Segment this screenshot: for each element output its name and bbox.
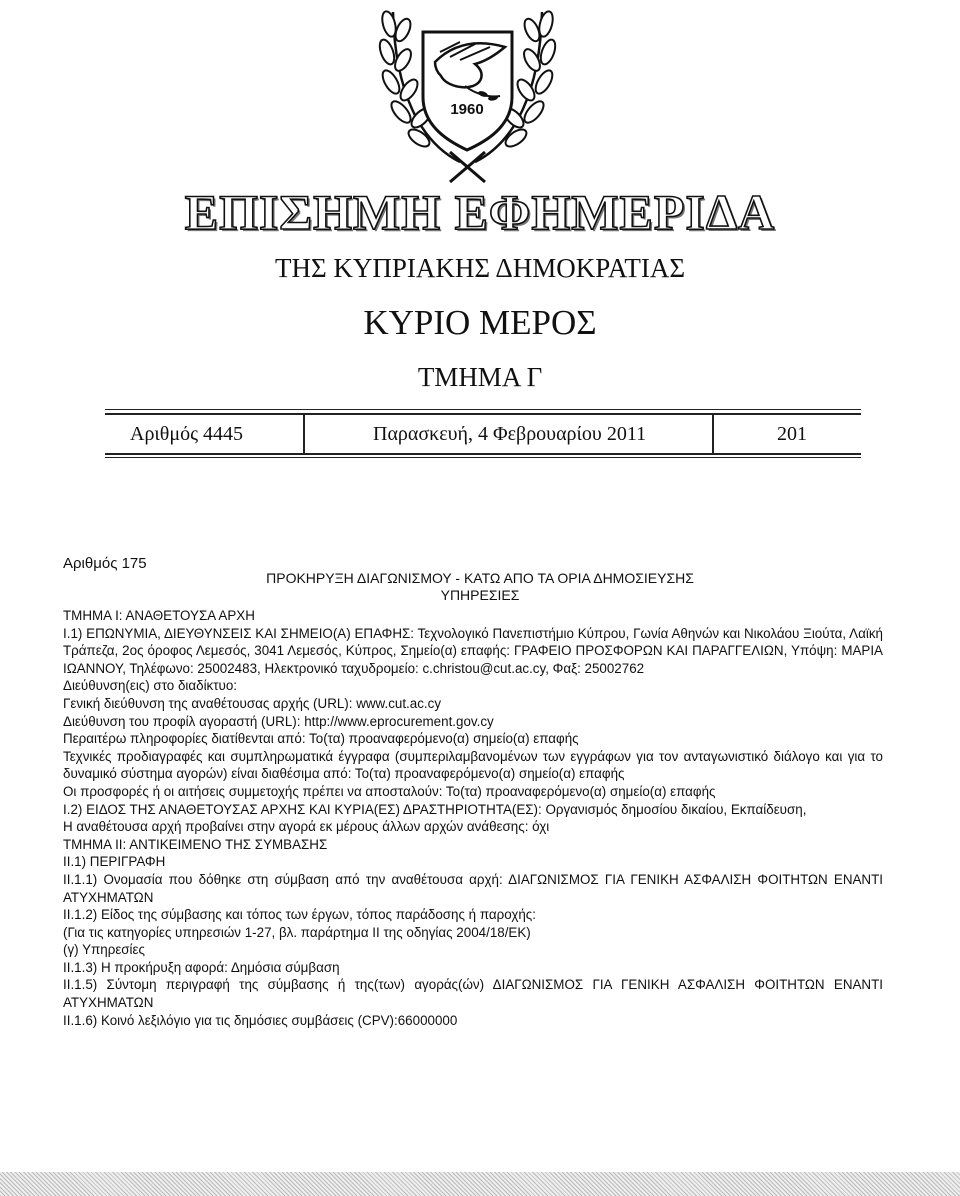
bottom-rule [105, 453, 861, 455]
top-rule-thin [105, 409, 861, 410]
paragraph: ΙΙ.1.2) Είδος της σύμβασης και τόπος των έργων, τόπος παράδοσης ή παροχής: [63, 907, 536, 923]
paragraph: ΙΙ.1.5) Σύντομη περιγραφή της σύμβασης ή της(των) αγοράς(ών) ΔΙΑΓΩΝΙΣΜΟΣ ΓΙΑ ΓΕΝΙΚΗ ΑΣΦΑΛΙΣΗ ΦΟΙΤΗΤΩΝ ΕΝΑΝΤΙ ΑΤΥΧΗΜΑΤΩΝ [63, 977, 883, 1011]
notice-title-line1: ΠΡΟΚΗΡΥΞΗ ΔΙΑΓΩΝΙΣΜΟΥ - ΚΑΤΩ ΑΠΟ ΤΑ ΟΡΙΑ ΔΗΜΟΣΙΕΥΣΗΣ [266, 570, 694, 586]
paragraph: Περαιτέρω πληροφορίες διατίθενται από: Το(τα) προαναφερόμενο(α) σημείο(α) επαφής [63, 731, 579, 747]
section-title: ΤΜΗΜΑ Γ [417, 362, 543, 392]
paragraph: Οι προσφορές ή οι αιτήσεις συμμετοχής πρέπει να αποσταλούν: Το(τα) προαναφερόμενο(α) σημείο(α) επαφής [63, 783, 716, 799]
paragraph: Διεύθυνση(εις) στο διαδίκτυο: [63, 678, 238, 694]
paragraph: Η αναθέτουσα αρχή προβαίνει στην αγορά εκ μέρους άλλων αρχών ανάθεσης: όχι [63, 819, 550, 835]
notice-title [0, 570, 960, 604]
issue-date: Παρασκευή, 4 Φεβρουαρίου 2011 [373, 423, 647, 445]
emblem-year-text: 1960 [450, 101, 484, 118]
paragraph: Ι.2) ΕΙΔΟΣ ΤΗΣ ΑΝΑΘΕΤΟΥΣΑΣ ΑΡΧΗΣ ΚΑΙ ΚΥΡΙΑ(ΕΣ) ΔΡΑΣΤΗΡΙΟΤΗΤΑ(ΕΣ): Οργανισμός δημοσίου δικαίου, Εκπαίδευση, [63, 801, 807, 817]
notice-body [63, 607, 883, 1029]
paragraph: Τεχνικές προδιαγραφές και συμπληρωματικά έγγραφα (συμπεριλαμβανομένων των εγγράφων για τον ανταγωνιστικό διάλογο και για το δυναμικό σύστημα αγορών) είναι διαθέσιμα από: Το(τα) προαναφερόμενο(α) σημείο(α) επαφής [63, 748, 883, 782]
page-number: 201 [777, 423, 807, 445]
paragraph: (γ) Υπηρεσίες [63, 942, 145, 958]
gazette-subtitle: ΤΗΣ ΚΥΠΡΙΑΚΗΣ ΔΗΜΟΚΡΑΤΙΑΣ [274, 253, 686, 283]
paragraph: Ι.1) ΕΠΩΝΥΜΙΑ, ΔΙΕΥΘΥΝΣΕΙΣ ΚΑΙ ΣΗΜΕΙΟ(Α) ΕΠΑΦΗΣ: Τεχνολογικό Πανεπιστήμιο Κύπρου, Γωνία Αθηνών και Νικολάου Ξιούτα, Λαϊκή Τράπεζα, 2ος όροφος Λεμεσός, 3041 Λεμεσός, Κύπρος, Σημείο(α) επαφής: ΓΡΑΦΕΙΟ ΠΡΟΣΦΟΡΩΝ ΚΑΙ ΠΑΡΑΓΓΕΛΙΩΝ, Υπόψη: ΜΑΡΙΑ ΙΩΑΝΝΟΥ, Τηλέφωνο: 25002483, Ηλεκτρονικό ταχυδρομείο: c.christou@cut.ac.cy, Φαξ: 25002762 [63, 625, 883, 676]
paragraph: ΙΙ.1) ΠΕΡΙΓΡΑΦΗ [63, 854, 166, 870]
issue-bar [105, 415, 861, 453]
bottom-rule-thin [105, 457, 861, 458]
cyprus-coat-of-arms-emblem [365, 2, 570, 187]
paragraph: ΙΙ.1.3) Η προκήρυξη αφορά: Δημόσια σύμβαση [63, 959, 340, 975]
paragraph: Διεύθυνση του προφίλ αγοραστή (URL): http://www.eprocurement.gov.cy [63, 713, 494, 729]
paragraph: ΙΙ.1.1) Ονομασία που δόθηκε στη σύμβαση από την αναθέτουσα αρχή: ΔΙΑΓΩΝΙΣΜΟΣ ΓΙΑ ΓΕΝΙΚΗ ΑΣΦΑΛΙΣΗ ΦΟΙΤΗΤΩΝ ΕΝΑΝΤΙ ΑΤΥΧΗΜΑΤΩΝ [63, 871, 883, 905]
paragraph: ΤΜΗΜΑ ΙΙ: ΑΝΤΙΚΕΙΜΕΝΟ ΤΗΣ ΣΥΜΒΑΣΗΣ [63, 836, 328, 852]
notice-title-line2: ΥΠΗΡΕΣΙΕΣ [440, 587, 520, 603]
scan-edge-band [0, 1172, 960, 1196]
paragraph: Γενική διεύθυνση της αναθέτουσας αρχής (URL): www.cut.ac.cy [63, 695, 442, 711]
paragraph: ΤΜΗΜΑ Ι: ΑΝΑΘΕΤΟΥΣΑ ΑΡΧΗ [63, 608, 255, 623]
notice-number: Αριθμός 175 [63, 555, 147, 572]
paragraph: (Για τις κατηγορίες υπηρεσιών 1-27, βλ. παράρτημα ΙΙ της οδηγίας 2004/18/ΕΚ) [63, 924, 531, 940]
part-title: ΚΥΡΙΟ ΜΕΡΟΣ [363, 303, 597, 342]
gazette-title: ΕΠΙΣΗΜΗ ΕΦΗΜΕΡΙΔΑ [184, 184, 776, 240]
paragraph: ΙΙ.1.6) Κοινό λεξιλόγιο για τις δημόσιες συμβάσεις (CPV):66000000 [63, 1012, 458, 1028]
issue-number: Αριθμός 4445 [130, 423, 244, 445]
